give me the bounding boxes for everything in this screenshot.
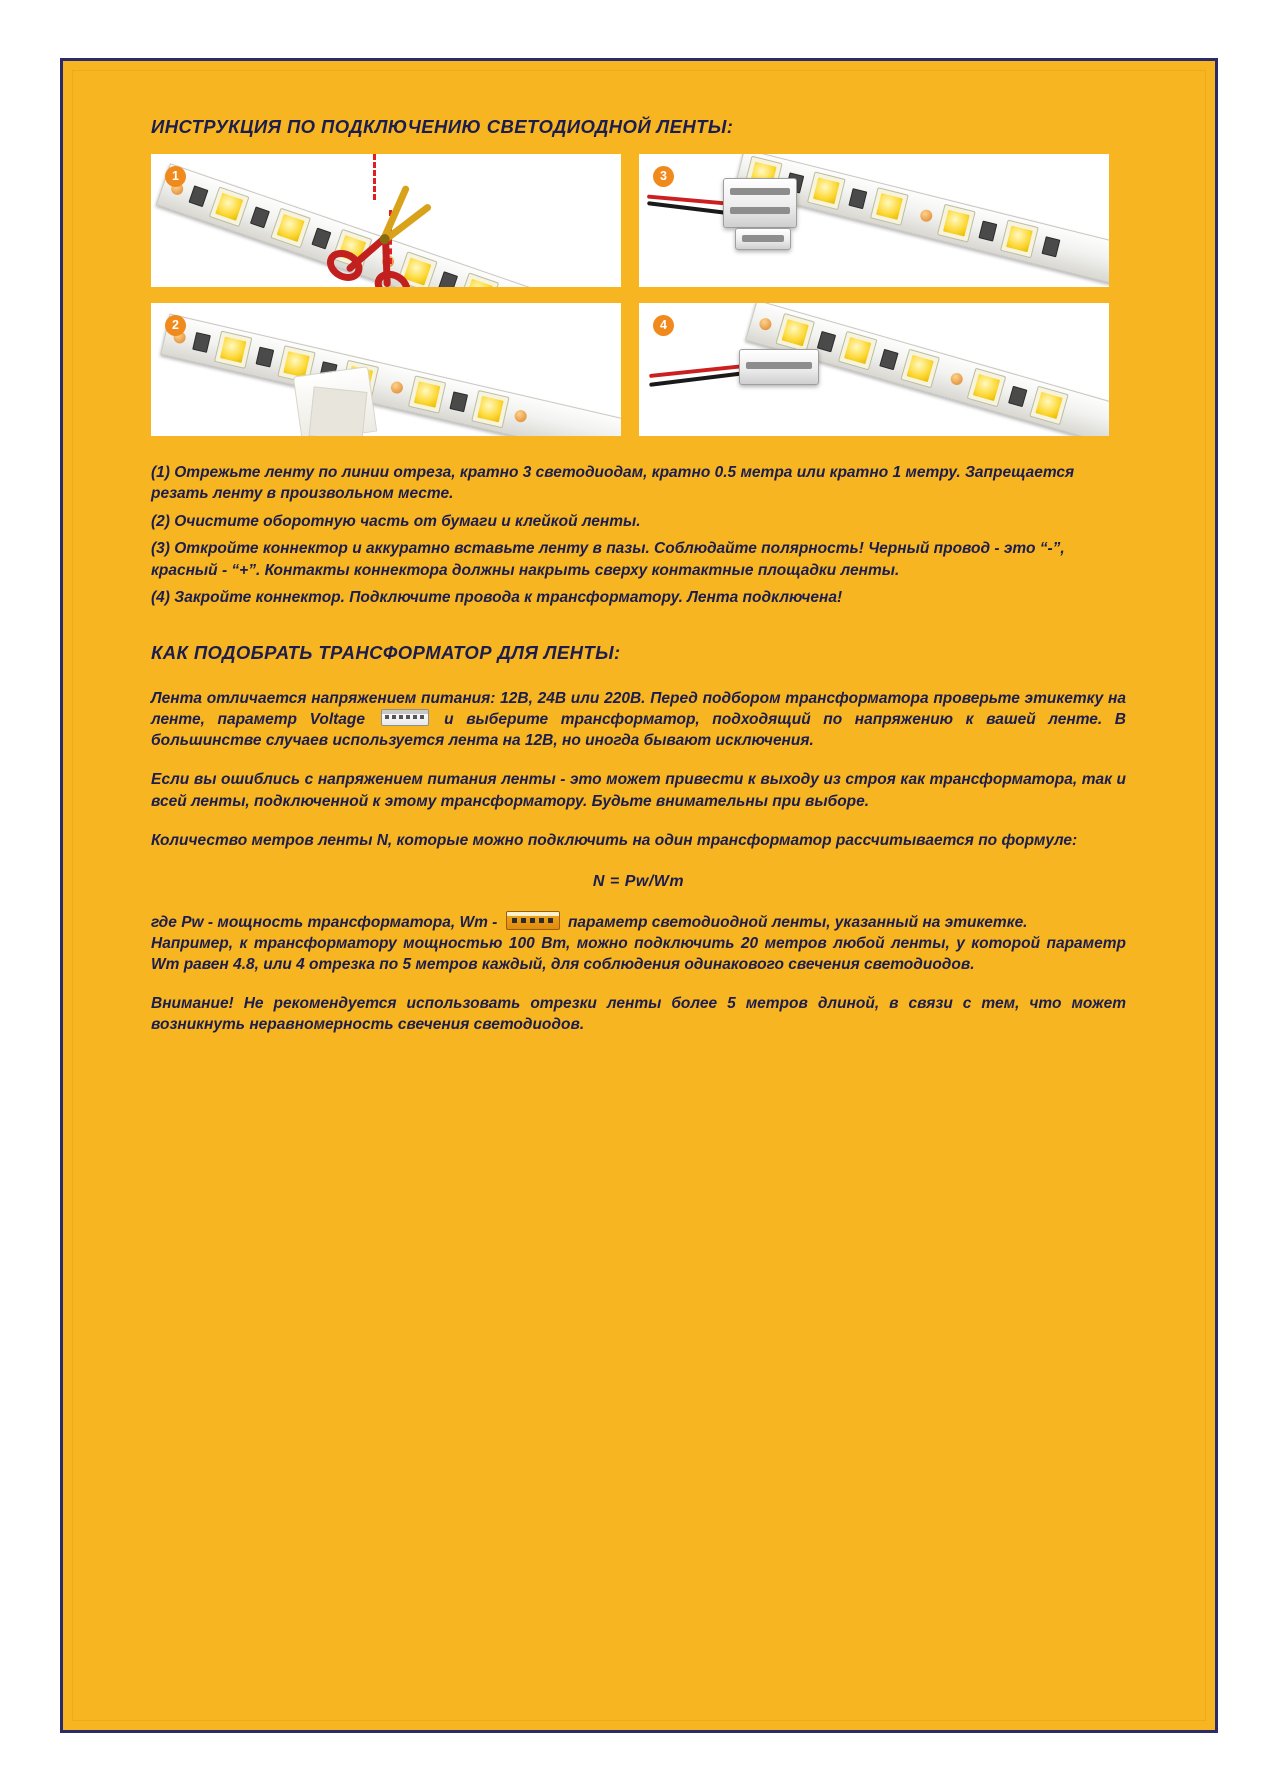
resistor-icon	[449, 391, 468, 412]
strip-connector-open	[723, 178, 797, 228]
formula-text: N = Pw/Wm	[592, 872, 685, 890]
resistor-icon	[848, 188, 867, 209]
step-text-1: (1) Отрежьте ленту по линии отреза, кратно 3 светодиодам, кратно 0.5 метра или кратно 1 метру. Запрещается резать ленту в произвольном месте.	[151, 464, 1075, 503]
strip-connector-closed	[739, 349, 819, 385]
solder-pad-icon	[758, 317, 773, 332]
figure-badge-2: 2	[165, 315, 186, 336]
figure-badge-4: 4	[653, 315, 674, 336]
figure-badge-1: 1	[165, 166, 186, 187]
transformer-paragraph-3: Количество метров ленты N, которые можно подключить на один трансформатор рассчитывается по формуле:	[151, 831, 1078, 849]
transformer-paragraph-1-part-1: Лента отличается напряжением питания: 12В, 24В или 220В. Перед подбором трансформатора проверьте этикетку на ленте, параметр Voltage	[151, 690, 1126, 729]
led-chip-icon	[967, 368, 1007, 408]
solder-pad-icon	[919, 208, 934, 223]
transformer-paragraph-1	[151, 688, 1126, 751]
figure-step-2	[151, 303, 621, 436]
transformer-paragraph-1-part-2: и выберите трансформатор, подходящий по напряжению к вашей ленте. В большинстве случаев используется лента на 12В, но иногда бывают исключения.	[151, 711, 1126, 750]
led-chip-icon	[408, 375, 446, 413]
voltage-label-icon	[381, 709, 429, 726]
figure-badge-3: 3	[653, 166, 674, 187]
wm-label-icon	[506, 911, 560, 930]
resistor-icon	[978, 221, 997, 242]
figure-step-4	[639, 303, 1109, 436]
document-content	[151, 116, 1126, 1053]
led-chip-icon	[937, 204, 976, 243]
led-chip-icon	[1029, 386, 1069, 426]
led-chip-icon	[214, 331, 252, 369]
led-chip-icon	[471, 390, 509, 428]
transformer-paragraph-4-part-1: где Pw - мощность трансформатора, Wm -	[151, 913, 498, 931]
led-chip-icon	[775, 313, 815, 353]
led-chip-icon	[807, 171, 846, 210]
transformer-paragraph-2: Если вы ошиблись с напряжением питания ленты - это может привести к выходу из строя как трансформатора, так и всей ленты, подключенной к этому трансформатору. Будьте внимательны при выборе.	[151, 771, 1126, 810]
figure-step-3	[639, 154, 1109, 287]
resistor-icon	[1008, 386, 1027, 407]
resistor-icon	[256, 347, 275, 368]
led-chip-icon	[209, 186, 250, 227]
transformer-paragraph-4	[151, 911, 1126, 933]
led-chip-icon	[270, 208, 311, 249]
page-border-frame	[60, 58, 1218, 1733]
page-title: ИНСТРУКЦИЯ ПО ПОДКЛЮЧЕНИЮ СВЕТОДИОДНОЙ ЛЕНТЫ:	[151, 116, 734, 137]
solder-pad-icon	[513, 409, 527, 423]
warning-paragraph: Внимание! Не рекомендуется использовать отрезки ленты более 5 метров длиной, в связи с тем, что может возникнуть неравномерность свечения светодиодов.	[151, 994, 1126, 1034]
step-text-4: (4) Закройте коннектор. Подключите провода к трансформатору. Лента подключена!	[151, 588, 843, 606]
resistor-icon	[879, 349, 898, 370]
resistor-icon	[188, 185, 208, 207]
step-text-3: (3) Откройте коннектор и аккуратно вставьте ленту в пазы. Соблюдайте полярность! Черный провод - это “-”, красный - “+”. Контакты коннектора должны накрыть сверху контактные площадки ленты.	[151, 540, 1065, 579]
led-chip-icon	[458, 272, 499, 287]
scissors-icon	[323, 176, 443, 287]
led-chip-icon	[838, 331, 878, 371]
led-strip-image-2	[160, 314, 621, 436]
led-chip-icon	[900, 349, 940, 389]
led-chip-icon	[870, 187, 909, 226]
resistor-icon	[1041, 236, 1060, 257]
transformer-paragraph-4-part-2: параметр светодиодной ленты, указанный на этикетке.	[567, 913, 1028, 931]
led-chip-icon	[1000, 220, 1039, 259]
solder-pad-icon	[390, 380, 404, 394]
solder-pad-icon	[949, 372, 964, 387]
resistor-icon	[250, 206, 270, 228]
transformer-section-title: КАК ПОДОБРАТЬ ТРАНСФОРМАТОР ДЛЯ ЛЕНТЫ:	[151, 642, 621, 664]
figure-step-1	[151, 154, 621, 287]
resistor-icon	[817, 331, 836, 352]
transformer-paragraph-5: Например, к трансформатору мощностью 100 Вт, можно подключить 20 метров любой ленты, у которой параметр Wm равен 4.8, или 4 отрезка по 5 метров каждый, для соблюдения одинакового свечения светодиодов.	[151, 934, 1126, 973]
step-text-2: (2) Очистите оборотную часть от бумаги и клейкой ленты.	[151, 512, 641, 530]
figure-grid	[151, 154, 1126, 436]
connector-lid-open	[735, 228, 791, 250]
protective-film-peel-back	[309, 386, 368, 436]
resistor-icon	[192, 332, 211, 353]
